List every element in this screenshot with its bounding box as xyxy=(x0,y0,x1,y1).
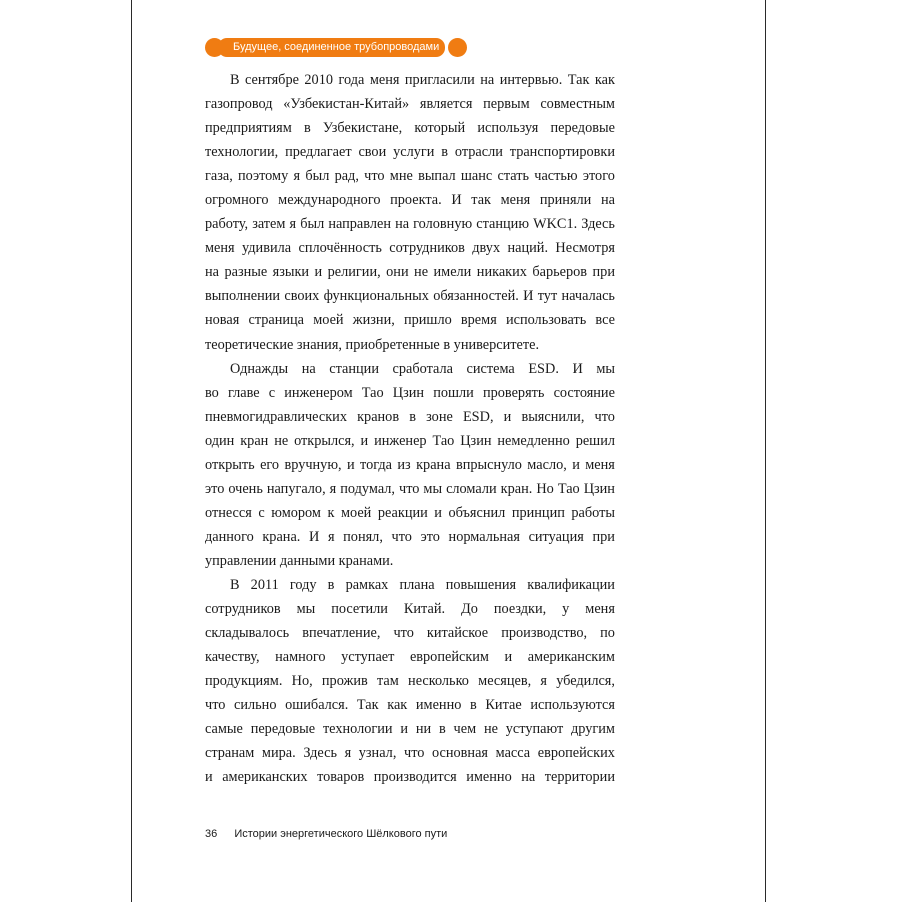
text-line: самые передовые технологии и ни в чем не уступают другим xyxy=(205,721,615,738)
paragraph xyxy=(205,357,615,573)
text-line: технологии, предлагает свои услуги в отрасли транспортировки xyxy=(205,144,615,161)
text-line: качеству, намного уступает европейским и американским xyxy=(205,649,615,666)
text-line: данного крана. И я понял, что это нормальная ситуация при xyxy=(205,528,615,545)
text-line: выполнении своих функциональных обязанностей. И тут началась xyxy=(205,288,615,305)
text-line: В 2011 году в рамках плана повышения квалификации xyxy=(230,576,615,593)
header-right-ornament xyxy=(448,38,467,57)
text-line: это очень напугало, я подумал, что мы сломали кран. Но Тао Цзин xyxy=(205,480,615,497)
text-line: новая страница моей жизни, пришло время использовать все xyxy=(205,312,615,329)
text-line: сотрудников мы посетили Китай. До поездки, у меня xyxy=(205,601,615,618)
text-line: теоретические знания, приобретенные в университете. xyxy=(205,336,540,353)
text-line: продукциям. Но, прожив там несколько месяцев, я убедился, xyxy=(205,673,615,690)
text-line: меня удивила сплочённость сотрудников двух наций. Несмотря xyxy=(205,240,615,257)
running-header-title: Будущее, соединенное трубопроводами xyxy=(218,38,445,57)
text-line: открыть его вручную, и тогда из крана впрыснуло масло, и меня xyxy=(205,456,615,473)
text-line: газопровод «Узбекистан-Китай» является первым совместным xyxy=(205,96,615,113)
text-line: предприятиям в Узбекистане, который используя передовые xyxy=(205,120,615,137)
text-line: складывалось впечатление, что китайское производство, по xyxy=(205,625,615,642)
text-line: во главе с инженером Тао Цзин пошли проверять состояние xyxy=(205,384,615,401)
text-line: на разные языки и религии, они не имели никаких барьеров при xyxy=(205,264,615,281)
text-line: огромного международного проекта. И так меня приняли на xyxy=(205,192,615,209)
paragraph xyxy=(205,68,615,357)
text-line: что сильно ошибался. Так как именно в Китае используются xyxy=(205,697,615,714)
paragraph xyxy=(205,573,615,789)
text-line: работу, затем я был направлен на головную станцию WKC1. Здесь xyxy=(205,216,615,233)
text-line: и американских товаров производится именно на территории xyxy=(205,769,615,786)
page-footer xyxy=(205,828,447,840)
text-line: один кран не открылся, и инженер Тао Цзин немедленно решил xyxy=(205,432,615,449)
text-line: газа, поэтому я был рад, что мне выпал шанс стать частью этого xyxy=(205,168,615,185)
text-line: В сентябре 2010 года меня пригласили на интервью. Так как xyxy=(230,72,615,88)
text-line: управлении данными кранами. xyxy=(205,552,394,569)
body-text xyxy=(205,68,615,789)
running-header xyxy=(205,38,461,57)
text-line: Однажды на станции сработала система ESD. И мы xyxy=(230,360,615,377)
text-line: отнесся с юмором к моей реакции и объяснил принцип работы xyxy=(205,504,615,521)
text-line: пневмогидравлических кранов в зоне ESD, и выяснили, что xyxy=(205,408,615,425)
page-number: 36 xyxy=(205,828,218,840)
text-line: странам мира. Здесь я узнал, что основная масса европейских xyxy=(205,745,615,762)
book-title: Истории энергетического Шёлкового пути xyxy=(234,828,448,840)
